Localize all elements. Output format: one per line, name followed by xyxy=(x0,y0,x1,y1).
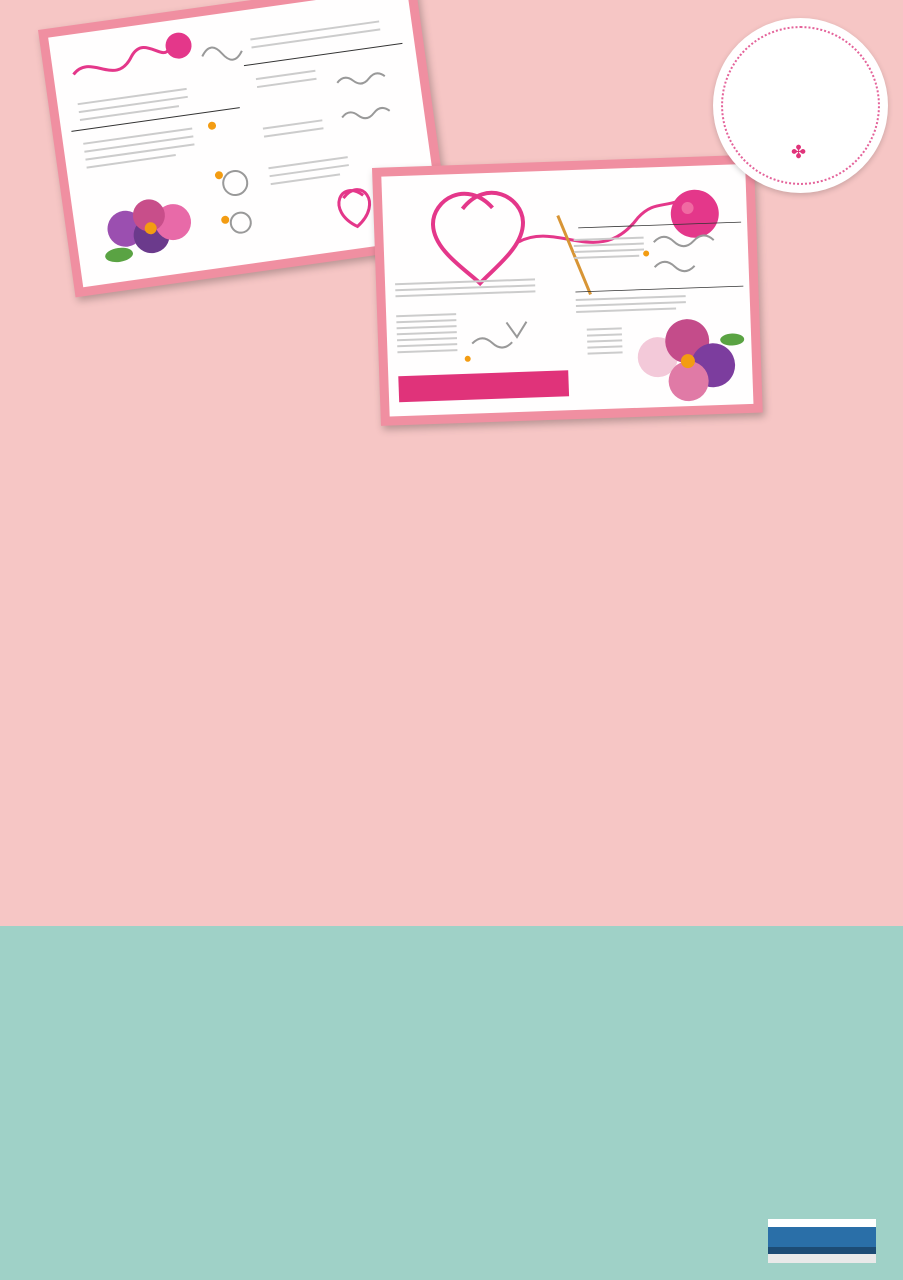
swirl-border-bottom xyxy=(0,897,903,921)
scala-publishing-logo xyxy=(768,1219,876,1265)
logo-top xyxy=(768,1219,876,1227)
magazine-spread-front xyxy=(372,155,763,426)
copyright-notice xyxy=(51,1098,851,1105)
pansy-flower-icon xyxy=(98,194,195,264)
colophon-credits xyxy=(51,942,861,1013)
swirl-border-left xyxy=(2,0,26,926)
logo-address xyxy=(768,1254,876,1263)
pansy-flower-icon xyxy=(636,317,746,403)
voorwoord-badge xyxy=(713,18,888,193)
intro-text xyxy=(68,539,840,558)
logo-sub xyxy=(768,1247,876,1254)
logo-name xyxy=(768,1227,876,1247)
flower-icon: ✤ xyxy=(791,142,807,163)
